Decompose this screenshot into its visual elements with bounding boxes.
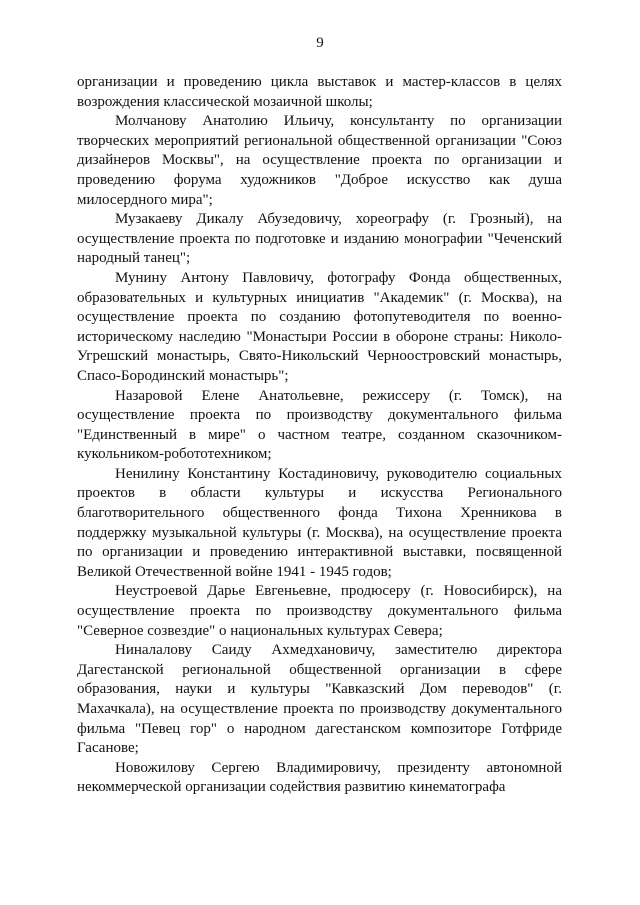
document-body [77,73,562,798]
paragraph: Мунину Антону Павловичу, фотографу Фонда общественных, образовательных и культурных инициатив "Академик" (г. Москва), на осуществление проекта по созданию фотопутеводителя по военно-историческому наследию "Монастыри России в обороне страны: Николо-Угрешский монастырь, Свято-Никольский Черноостровский монастырь, Спасо-Бородинский монастырь"; [77,269,562,384]
paragraph: организации и проведению цикла выставок и мастер-классов в целях возрождения классической мозаичной школы; [77,74,562,110]
paragraph: Ненилину Константину Костадиновичу, руководителю социальных проектов в области культуры и искусства Регионального благотворительного общественного фонда Тихона Хренникова в поддержку музыкальной культуры (г. Москва), на осуществление проекта по организации и проведению интерактивной выставки, посвященной Великой Отечественной войне 1941 - 1945 годов; [77,465,562,580]
paragraph: Новожилову Сергею Владимировичу, президенту автономной некоммерческой организации содействия развитию кинематографа [77,759,562,796]
paragraph: Неустроевой Дарье Евгеньевне, продюсеру (г. Новосибирск), на осуществление проекта по производству документального фильма "Северное созвездие" о национальных культурах Севера; [77,583,562,639]
paragraph: Молчанову Анатолию Ильичу, консультанту по организации творческих мероприятий региональной общественной организации "Союз дизайнеров Москвы", на осуществление проекта по организации и проведению форума художников "Доброе искусство как душа милосердного мира"; [77,113,562,208]
page-number: 9 [316,35,324,51]
paragraph: Назаровой Елене Анатольевне, режиссеру (г. Томск), на осуществление проекта по производству документального фильма "Единственный в мире" о частном театре, созданном сказочником-кукольником-робототехником; [77,387,562,463]
paragraph: Музакаеву Дикалу Абузедовичу, хореографу (г. Грозный), на осуществление проекта по подготовке и изданию монографии "Чеченский народный танец"; [77,211,562,267]
paragraph: Ниналалову Саиду Ахмедхановичу, заместителю директора Дагестанской региональной общественной организации в сфере образования, науки и культуры "Кавказский Дом переводов" (г. Махачкала), на осуществление проекта по производству документального фильма "Певец гор" о народном дагестанском композиторе Готфриде Гасанове; [77,642,562,757]
